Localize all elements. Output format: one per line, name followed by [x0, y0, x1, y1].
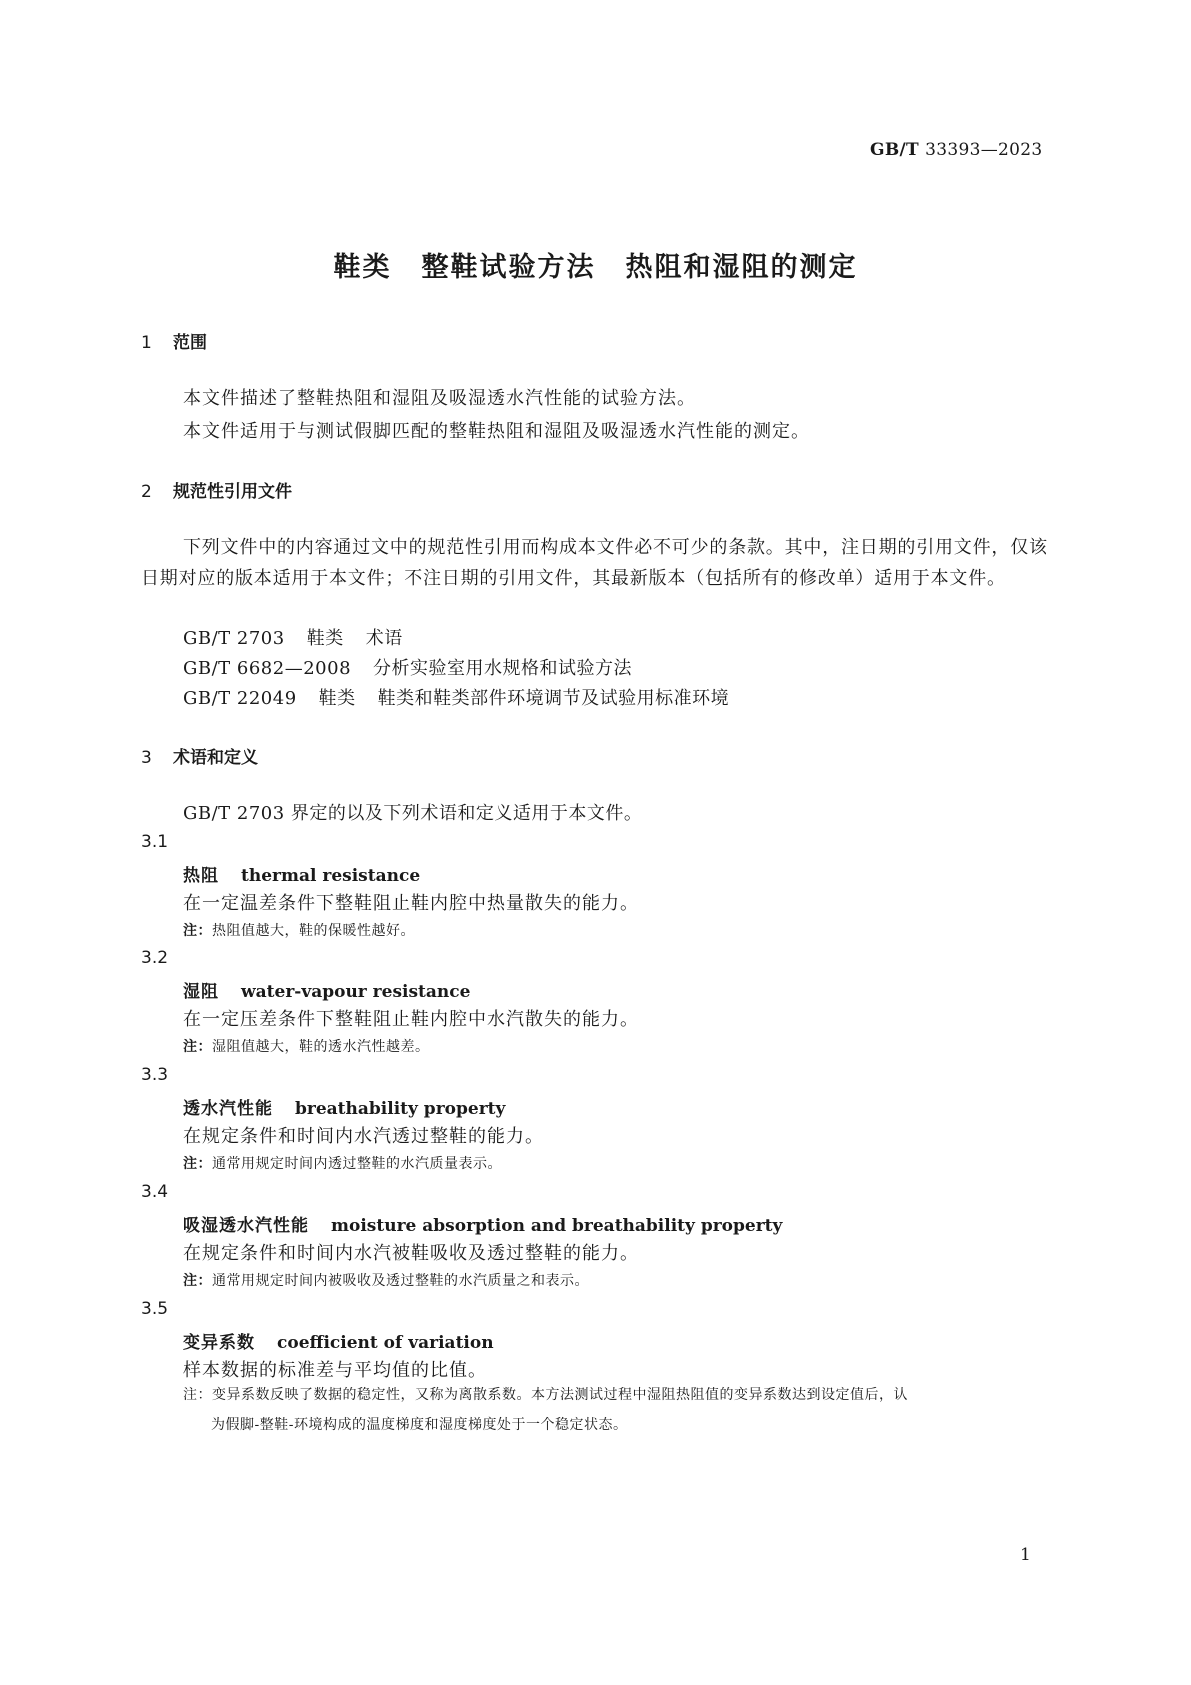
reference-code: GB/T 22049 [183, 688, 297, 709]
term-zh: 变异系数 [183, 1333, 255, 1353]
section-title: 术语和定义 [173, 748, 258, 768]
note-text-continued: 为假脚-整鞋-环境构成的温度梯度和湿度梯度处于一个稳定状态。 [211, 1417, 628, 1433]
note-text: 通常用规定时间内透过整鞋的水汽质量表示。 [212, 1156, 502, 1172]
section-title: 规范性引用文件 [173, 482, 292, 502]
term-definition: 在规定条件和时间内水汽被鞋吸收及透过整鞋的能力。 [183, 1243, 639, 1264]
references-intro-paragraph: 下列文件中的内容通过文中的规范性引用而构成本文件必不可少的条款。其中，注日期的引用文件，仅该日期对应的版本适用于本文件；不注日期的引用文件，其最新版本（包括所有的修改单）适用于本文件。 [141, 537, 1048, 589]
term-note [183, 920, 415, 940]
reference-title-part: 鞋类 [318, 688, 356, 709]
document-title [0, 245, 1191, 284]
reference-code: GB/T 6682—2008 [183, 658, 352, 679]
title-part-3: 热阻和湿阻的测定 [625, 252, 858, 283]
term-definition: 在规定条件和时间内水汽透过整鞋的能力。 [183, 1126, 544, 1147]
title-part-2: 整鞋试验方法 [421, 252, 596, 283]
term-zh: 透水汽性能 [183, 1099, 273, 1119]
section-heading-scope [141, 328, 207, 353]
note-text: 变异系数反映了数据的稳定性，又称为离散系数。本方法测试过程中湿阻热阻值的变异系数达到设定值后，认 [212, 1387, 908, 1403]
section-title: 范围 [173, 333, 207, 353]
terms-intro: GB/T 2703 界定的以及下列术语和定义适用于本文件。 [183, 803, 643, 824]
note-label: 注： [183, 1387, 212, 1403]
term-zh: 吸湿透水汽性能 [183, 1216, 309, 1236]
term-number: 3.4 [141, 1182, 169, 1202]
scope-paragraph-1: 本文件描述了整鞋热阻和湿阻及吸湿透水汽性能的试验方法。 [183, 388, 696, 409]
section-heading-terms-definitions [141, 743, 258, 768]
note-text: 热阻值越大，鞋的保暖性越好。 [212, 923, 415, 939]
term-heading [183, 977, 470, 1002]
term-number: 3.2 [141, 948, 169, 968]
term-heading [183, 1328, 494, 1353]
page-number: 1 [1020, 1545, 1031, 1565]
section-number: 1 [141, 333, 152, 353]
note-text: 湿阻值越大，鞋的透水汽性越差。 [212, 1039, 430, 1055]
reference-title-part: 鞋类 [306, 628, 344, 649]
section-heading-normative-references [141, 477, 292, 502]
term-zh: 热阻 [183, 866, 219, 886]
reference-item [183, 684, 729, 710]
term-zh: 湿阻 [183, 982, 219, 1002]
reference-title-part: 鞋类和鞋类部件环境调节及试验用标准环境 [377, 688, 730, 709]
term-note [183, 1153, 502, 1173]
standard-code: 33393—2023 [925, 140, 1043, 160]
term-definition: 样本数据的标准差与平均值的比值。 [183, 1360, 487, 1381]
note-label: 注： [183, 923, 212, 939]
term-heading [183, 861, 420, 886]
scope-paragraph-2: 本文件适用于与测试假脚匹配的整鞋热阻和湿阻及吸湿透水汽性能的测定。 [183, 421, 810, 442]
note-label: 注： [183, 1039, 212, 1055]
term-en: breathability property [295, 1099, 506, 1119]
section-number: 3 [141, 748, 152, 768]
term-definition: 在一定温差条件下整鞋阻止鞋内腔中热量散失的能力。 [183, 893, 639, 914]
reference-title-part: 术语 [365, 628, 403, 649]
reference-code: GB/T 2703 [183, 628, 285, 649]
term-heading [183, 1094, 505, 1119]
term-note [183, 1270, 589, 1290]
note-label: 注： [183, 1156, 212, 1172]
reference-title-part: 分析实验室用水规格和试验方法 [373, 658, 633, 679]
term-note [183, 1380, 1063, 1440]
section-number: 2 [141, 482, 152, 502]
term-en: thermal resistance [241, 866, 421, 886]
note-label: 注： [183, 1273, 212, 1289]
reference-item [183, 624, 403, 650]
note-text: 通常用规定时间内被吸收及透过整鞋的水汽质量之和表示。 [212, 1273, 589, 1289]
term-en: moisture absorption and breathability property [331, 1216, 783, 1236]
title-part-1: 鞋类 [333, 252, 392, 283]
term-number: 3.3 [141, 1065, 169, 1085]
term-heading [183, 1211, 782, 1236]
reference-item [183, 654, 632, 680]
standard-number [870, 140, 1043, 160]
term-number: 3.5 [141, 1299, 169, 1319]
standard-prefix: GB/T [870, 140, 919, 160]
term-definition: 在一定压差条件下整鞋阻止鞋内腔中水汽散失的能力。 [183, 1009, 639, 1030]
term-note [183, 1036, 430, 1056]
term-en: water-vapour resistance [241, 982, 471, 1002]
term-en: coefficient of variation [277, 1333, 494, 1353]
term-number: 3.1 [141, 832, 169, 852]
